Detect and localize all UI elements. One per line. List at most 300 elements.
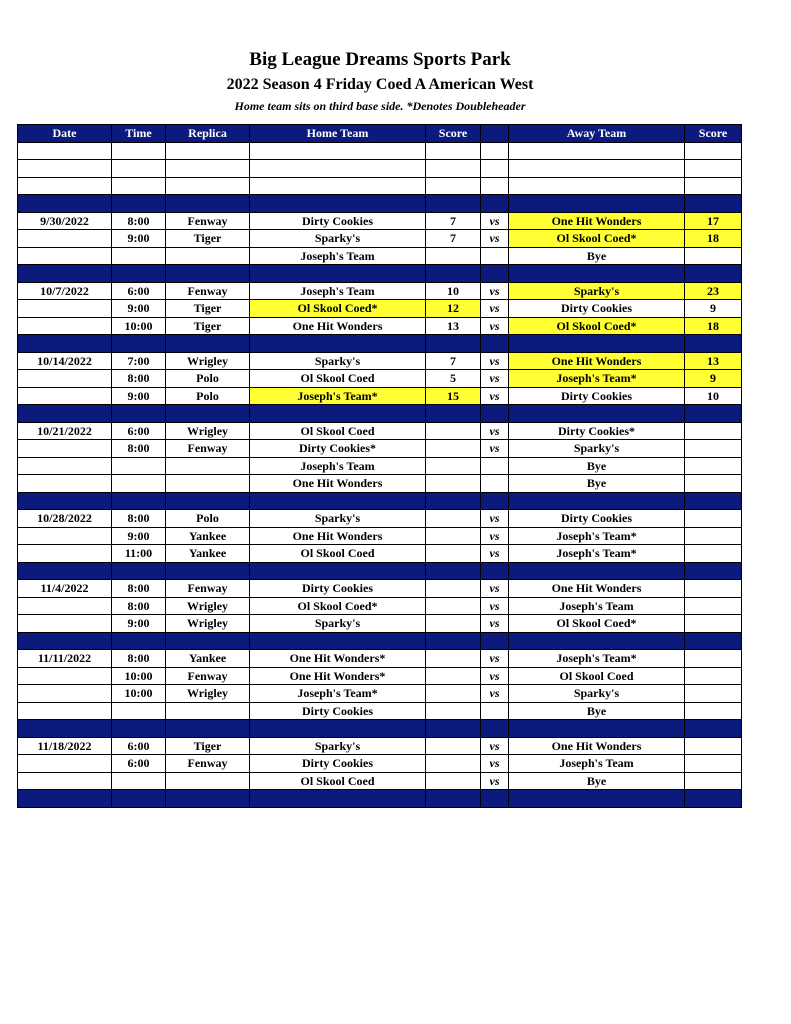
replica-cell: Wrigley	[166, 685, 250, 703]
separator-cell	[250, 335, 426, 353]
page-subtitle: 2022 Season 4 Friday Coed A American West	[226, 76, 534, 93]
home-score-cell	[426, 440, 481, 458]
time-cell: 9:00	[112, 300, 166, 318]
blank-cell	[426, 142, 481, 160]
game-row	[18, 737, 742, 755]
separator-cell	[166, 632, 250, 650]
separator-cell	[685, 335, 742, 353]
game-row	[18, 300, 742, 318]
separator-cell	[18, 562, 112, 580]
date-cell: 11/4/2022	[18, 580, 112, 598]
time-cell: 6:00	[112, 422, 166, 440]
away-team-cell: Ol Skool Coed	[509, 667, 685, 685]
date-cell	[18, 300, 112, 318]
replica-cell: Wrigley	[166, 615, 250, 633]
time-cell: 9:00	[112, 387, 166, 405]
col-header-away-score: Score	[685, 125, 742, 143]
separator-cell	[509, 265, 685, 283]
separator-cell	[509, 405, 685, 423]
separator-cell	[481, 790, 509, 808]
separator-cell	[685, 632, 742, 650]
game-row	[18, 510, 742, 528]
separator-cell	[685, 492, 742, 510]
game-row	[18, 387, 742, 405]
home-team-cell: Ol Skool Coed	[250, 772, 426, 790]
col-header-home-score: Score	[426, 125, 481, 143]
separator-cell	[481, 720, 509, 738]
separator-cell	[166, 492, 250, 510]
away-team-cell: Ol Skool Coed*	[509, 615, 685, 633]
vs-cell	[481, 702, 509, 720]
vs-cell	[481, 475, 509, 493]
blank-cell	[18, 177, 112, 195]
separator-cell	[481, 265, 509, 283]
home-score-cell	[426, 755, 481, 773]
home-score-cell	[426, 527, 481, 545]
date-cell	[18, 387, 112, 405]
vs-cell: vs	[481, 510, 509, 528]
separator-cell	[509, 632, 685, 650]
home-team-cell: Joseph's Team	[250, 282, 426, 300]
separator-cell	[112, 335, 166, 353]
date-cell	[18, 230, 112, 248]
away-score-cell: 18	[685, 317, 742, 335]
away-score-cell: 18	[685, 230, 742, 248]
home-score-cell	[426, 580, 481, 598]
col-header-time: Time	[112, 125, 166, 143]
separator-cell	[166, 720, 250, 738]
separator-cell	[481, 405, 509, 423]
home-score-cell	[426, 772, 481, 790]
date-cell	[18, 317, 112, 335]
game-row	[18, 545, 742, 563]
time-cell: 9:00	[112, 230, 166, 248]
blank-cell	[685, 177, 742, 195]
blank-row	[18, 160, 742, 178]
game-row	[18, 422, 742, 440]
time-cell	[112, 247, 166, 265]
separator-cell	[112, 265, 166, 283]
home-score-cell: 15	[426, 387, 481, 405]
separator-cell	[166, 405, 250, 423]
blank-row	[18, 142, 742, 160]
replica-cell	[166, 475, 250, 493]
away-team-cell: Dirty Cookies*	[509, 422, 685, 440]
separator-cell	[18, 632, 112, 650]
blank-cell	[250, 177, 426, 195]
vs-cell: vs	[481, 527, 509, 545]
col-header-away-team: Away Team	[509, 125, 685, 143]
separator-cell	[509, 562, 685, 580]
game-row	[18, 685, 742, 703]
home-score-cell: 10	[426, 282, 481, 300]
game-row	[18, 247, 742, 265]
away-score-cell	[685, 475, 742, 493]
separator-cell	[481, 632, 509, 650]
home-score-cell: 5	[426, 370, 481, 388]
blank-cell	[18, 160, 112, 178]
time-cell: 9:00	[112, 527, 166, 545]
separator-cell	[481, 195, 509, 213]
away-score-cell	[685, 737, 742, 755]
vs-cell: vs	[481, 212, 509, 230]
time-cell	[112, 475, 166, 493]
away-team-cell: Joseph's Team	[509, 755, 685, 773]
time-cell	[112, 457, 166, 475]
separator-cell	[426, 492, 481, 510]
home-score-cell: 12	[426, 300, 481, 318]
separator-row	[18, 405, 742, 423]
replica-cell	[166, 457, 250, 475]
game-row	[18, 650, 742, 668]
time-cell: 7:00	[112, 352, 166, 370]
blank-row	[18, 177, 742, 195]
page-title: Big League Dreams Sports Park	[249, 49, 511, 70]
separator-cell	[250, 790, 426, 808]
separator-cell	[481, 335, 509, 353]
separator-cell	[685, 720, 742, 738]
away-team-cell: Bye	[509, 457, 685, 475]
separator-cell	[250, 265, 426, 283]
replica-cell: Wrigley	[166, 352, 250, 370]
away-team-cell: Dirty Cookies	[509, 387, 685, 405]
vs-cell: vs	[481, 422, 509, 440]
away-score-cell	[685, 597, 742, 615]
vs-cell: vs	[481, 650, 509, 668]
separator-cell	[112, 632, 166, 650]
vs-cell: vs	[481, 755, 509, 773]
blank-cell	[166, 177, 250, 195]
away-team-cell: Joseph's Team	[509, 597, 685, 615]
separator-cell	[250, 632, 426, 650]
away-score-cell	[685, 527, 742, 545]
blank-cell	[166, 160, 250, 178]
separator-cell	[250, 492, 426, 510]
replica-cell	[166, 772, 250, 790]
game-row	[18, 527, 742, 545]
game-row	[18, 282, 742, 300]
page-header	[0, 48, 760, 114]
home-score-cell	[426, 615, 481, 633]
home-team-cell: One Hit Wonders*	[250, 650, 426, 668]
time-cell: 8:00	[112, 650, 166, 668]
away-score-cell: 17	[685, 212, 742, 230]
vs-cell: vs	[481, 370, 509, 388]
home-team-cell: Ol Skool Coed	[250, 370, 426, 388]
game-row	[18, 702, 742, 720]
separator-cell	[112, 790, 166, 808]
separator-cell	[481, 492, 509, 510]
replica-cell: Fenway	[166, 667, 250, 685]
away-team-cell: Ol Skool Coed*	[509, 317, 685, 335]
replica-cell: Wrigley	[166, 597, 250, 615]
home-team-cell: Dirty Cookies	[250, 755, 426, 773]
separator-cell	[685, 265, 742, 283]
vs-cell: vs	[481, 772, 509, 790]
separator-cell	[112, 405, 166, 423]
time-cell: 8:00	[112, 580, 166, 598]
home-team-cell: Ol Skool Coed	[250, 545, 426, 563]
home-score-cell	[426, 702, 481, 720]
game-row	[18, 457, 742, 475]
home-score-cell	[426, 545, 481, 563]
time-cell: 11:00	[112, 545, 166, 563]
date-cell	[18, 545, 112, 563]
date-cell: 10/21/2022	[18, 422, 112, 440]
home-team-cell: Ol Skool Coed	[250, 422, 426, 440]
away-score-cell	[685, 755, 742, 773]
replica-cell: Tiger	[166, 317, 250, 335]
date-cell	[18, 702, 112, 720]
blank-cell	[509, 177, 685, 195]
vs-cell: vs	[481, 440, 509, 458]
away-team-cell: Bye	[509, 702, 685, 720]
replica-cell	[166, 702, 250, 720]
separator-cell	[166, 790, 250, 808]
game-row	[18, 755, 742, 773]
date-cell	[18, 772, 112, 790]
date-cell: 11/18/2022	[18, 737, 112, 755]
game-row	[18, 580, 742, 598]
replica-cell: Wrigley	[166, 422, 250, 440]
away-team-cell: Sparky's	[509, 685, 685, 703]
separator-cell	[250, 405, 426, 423]
away-team-cell: Joseph's Team*	[509, 650, 685, 668]
game-row	[18, 615, 742, 633]
time-cell: 8:00	[112, 597, 166, 615]
vs-cell: vs	[481, 615, 509, 633]
time-cell: 10:00	[112, 317, 166, 335]
time-cell: 8:00	[112, 510, 166, 528]
away-score-cell	[685, 650, 742, 668]
separator-row	[18, 335, 742, 353]
separator-cell	[112, 195, 166, 213]
blank-cell	[250, 160, 426, 178]
date-cell	[18, 247, 112, 265]
home-score-cell	[426, 457, 481, 475]
date-cell: 10/28/2022	[18, 510, 112, 528]
away-score-cell	[685, 667, 742, 685]
col-header-replica: Replica	[166, 125, 250, 143]
home-team-cell: Dirty Cookies*	[250, 440, 426, 458]
date-cell	[18, 370, 112, 388]
date-cell	[18, 615, 112, 633]
separator-cell	[18, 195, 112, 213]
away-score-cell	[685, 422, 742, 440]
home-score-cell: 7	[426, 212, 481, 230]
away-team-cell: Joseph's Team*	[509, 545, 685, 563]
date-cell	[18, 685, 112, 703]
away-score-cell	[685, 545, 742, 563]
time-cell: 8:00	[112, 212, 166, 230]
blank-cell	[112, 160, 166, 178]
home-score-cell	[426, 597, 481, 615]
replica-cell: Tiger	[166, 300, 250, 318]
game-row	[18, 772, 742, 790]
blank-cell	[685, 160, 742, 178]
page-note: Home team sits on third base side. *Denotes Doubleheader	[234, 99, 526, 113]
home-score-cell	[426, 737, 481, 755]
separator-cell	[426, 790, 481, 808]
away-team-cell: Joseph's Team*	[509, 527, 685, 545]
away-score-cell	[685, 440, 742, 458]
vs-cell: vs	[481, 667, 509, 685]
away-team-cell: Sparky's	[509, 440, 685, 458]
vs-cell: vs	[481, 387, 509, 405]
home-team-cell: Dirty Cookies	[250, 212, 426, 230]
away-score-cell: 23	[685, 282, 742, 300]
schedule-body	[18, 142, 742, 807]
home-team-cell: Sparky's	[250, 510, 426, 528]
game-row	[18, 352, 742, 370]
date-cell: 11/11/2022	[18, 650, 112, 668]
separator-cell	[426, 405, 481, 423]
away-score-cell	[685, 580, 742, 598]
replica-cell: Tiger	[166, 230, 250, 248]
separator-cell	[18, 405, 112, 423]
date-cell	[18, 527, 112, 545]
separator-cell	[509, 720, 685, 738]
home-team-cell: Joseph's Team	[250, 247, 426, 265]
away-score-cell: 10	[685, 387, 742, 405]
date-cell	[18, 755, 112, 773]
vs-cell: vs	[481, 300, 509, 318]
date-cell	[18, 667, 112, 685]
date-cell	[18, 597, 112, 615]
separator-cell	[166, 195, 250, 213]
home-team-cell: Dirty Cookies	[250, 580, 426, 598]
replica-cell: Fenway	[166, 212, 250, 230]
replica-cell: Tiger	[166, 737, 250, 755]
blank-cell	[112, 142, 166, 160]
away-score-cell	[685, 702, 742, 720]
away-team-cell: Joseph's Team*	[509, 370, 685, 388]
separator-cell	[250, 720, 426, 738]
time-cell: 6:00	[112, 282, 166, 300]
separator-cell	[685, 405, 742, 423]
col-header-home-team: Home Team	[250, 125, 426, 143]
separator-cell	[685, 195, 742, 213]
separator-row	[18, 790, 742, 808]
game-row	[18, 370, 742, 388]
replica-cell: Yankee	[166, 545, 250, 563]
separator-cell	[166, 562, 250, 580]
date-cell	[18, 457, 112, 475]
separator-cell	[112, 492, 166, 510]
separator-row	[18, 562, 742, 580]
home-team-cell: One Hit Wonders	[250, 317, 426, 335]
away-team-cell: Bye	[509, 772, 685, 790]
home-score-cell	[426, 247, 481, 265]
separator-row	[18, 265, 742, 283]
time-cell	[112, 772, 166, 790]
separator-cell	[685, 562, 742, 580]
home-team-cell: Ol Skool Coed*	[250, 300, 426, 318]
separator-cell	[426, 632, 481, 650]
vs-cell: vs	[481, 685, 509, 703]
time-cell: 8:00	[112, 370, 166, 388]
away-score-cell: 9	[685, 300, 742, 318]
home-team-cell: One Hit Wonders	[250, 527, 426, 545]
replica-cell: Fenway	[166, 282, 250, 300]
replica-cell: Yankee	[166, 527, 250, 545]
blank-cell	[18, 142, 112, 160]
home-team-cell: Joseph's Team*	[250, 387, 426, 405]
separator-cell	[112, 562, 166, 580]
away-score-cell: 9	[685, 370, 742, 388]
time-cell: 8:00	[112, 440, 166, 458]
vs-cell: vs	[481, 352, 509, 370]
replica-cell: Polo	[166, 370, 250, 388]
game-row	[18, 230, 742, 248]
away-team-cell: Sparky's	[509, 282, 685, 300]
away-team-cell: One Hit Wonders	[509, 212, 685, 230]
col-header-date: Date	[18, 125, 112, 143]
time-cell: 9:00	[112, 615, 166, 633]
home-team-cell: Joseph's Team	[250, 457, 426, 475]
col-header-vs	[481, 125, 509, 143]
separator-cell	[250, 195, 426, 213]
game-row	[18, 475, 742, 493]
vs-cell: vs	[481, 597, 509, 615]
separator-cell	[166, 335, 250, 353]
away-team-cell: One Hit Wonders	[509, 737, 685, 755]
home-score-cell	[426, 685, 481, 703]
separator-cell	[18, 790, 112, 808]
separator-cell	[426, 720, 481, 738]
separator-row	[18, 632, 742, 650]
schedule-table	[17, 124, 742, 808]
time-cell: 10:00	[112, 667, 166, 685]
replica-cell: Fenway	[166, 755, 250, 773]
home-team-cell: Sparky's	[250, 737, 426, 755]
separator-cell	[685, 790, 742, 808]
home-team-cell: Joseph's Team*	[250, 685, 426, 703]
vs-cell	[481, 457, 509, 475]
home-team-cell: One Hit Wonders*	[250, 667, 426, 685]
home-team-cell: One Hit Wonders	[250, 475, 426, 493]
separator-cell	[250, 562, 426, 580]
home-score-cell	[426, 475, 481, 493]
time-cell: 6:00	[112, 755, 166, 773]
away-team-cell: Bye	[509, 247, 685, 265]
blank-cell	[509, 160, 685, 178]
away-score-cell	[685, 457, 742, 475]
away-score-cell	[685, 772, 742, 790]
blank-cell	[426, 160, 481, 178]
home-team-cell: Ol Skool Coed*	[250, 597, 426, 615]
away-team-cell: Dirty Cookies	[509, 510, 685, 528]
away-team-cell: Bye	[509, 475, 685, 493]
separator-cell	[509, 335, 685, 353]
blank-cell	[481, 160, 509, 178]
time-cell: 6:00	[112, 737, 166, 755]
blank-cell	[481, 142, 509, 160]
separator-row	[18, 720, 742, 738]
vs-cell: vs	[481, 317, 509, 335]
away-score-cell: 13	[685, 352, 742, 370]
home-score-cell	[426, 510, 481, 528]
home-score-cell: 7	[426, 352, 481, 370]
separator-cell	[18, 265, 112, 283]
blank-cell	[481, 177, 509, 195]
away-score-cell	[685, 685, 742, 703]
separator-cell	[481, 562, 509, 580]
vs-cell: vs	[481, 282, 509, 300]
separator-cell	[509, 492, 685, 510]
vs-cell: vs	[481, 737, 509, 755]
replica-cell: Fenway	[166, 580, 250, 598]
